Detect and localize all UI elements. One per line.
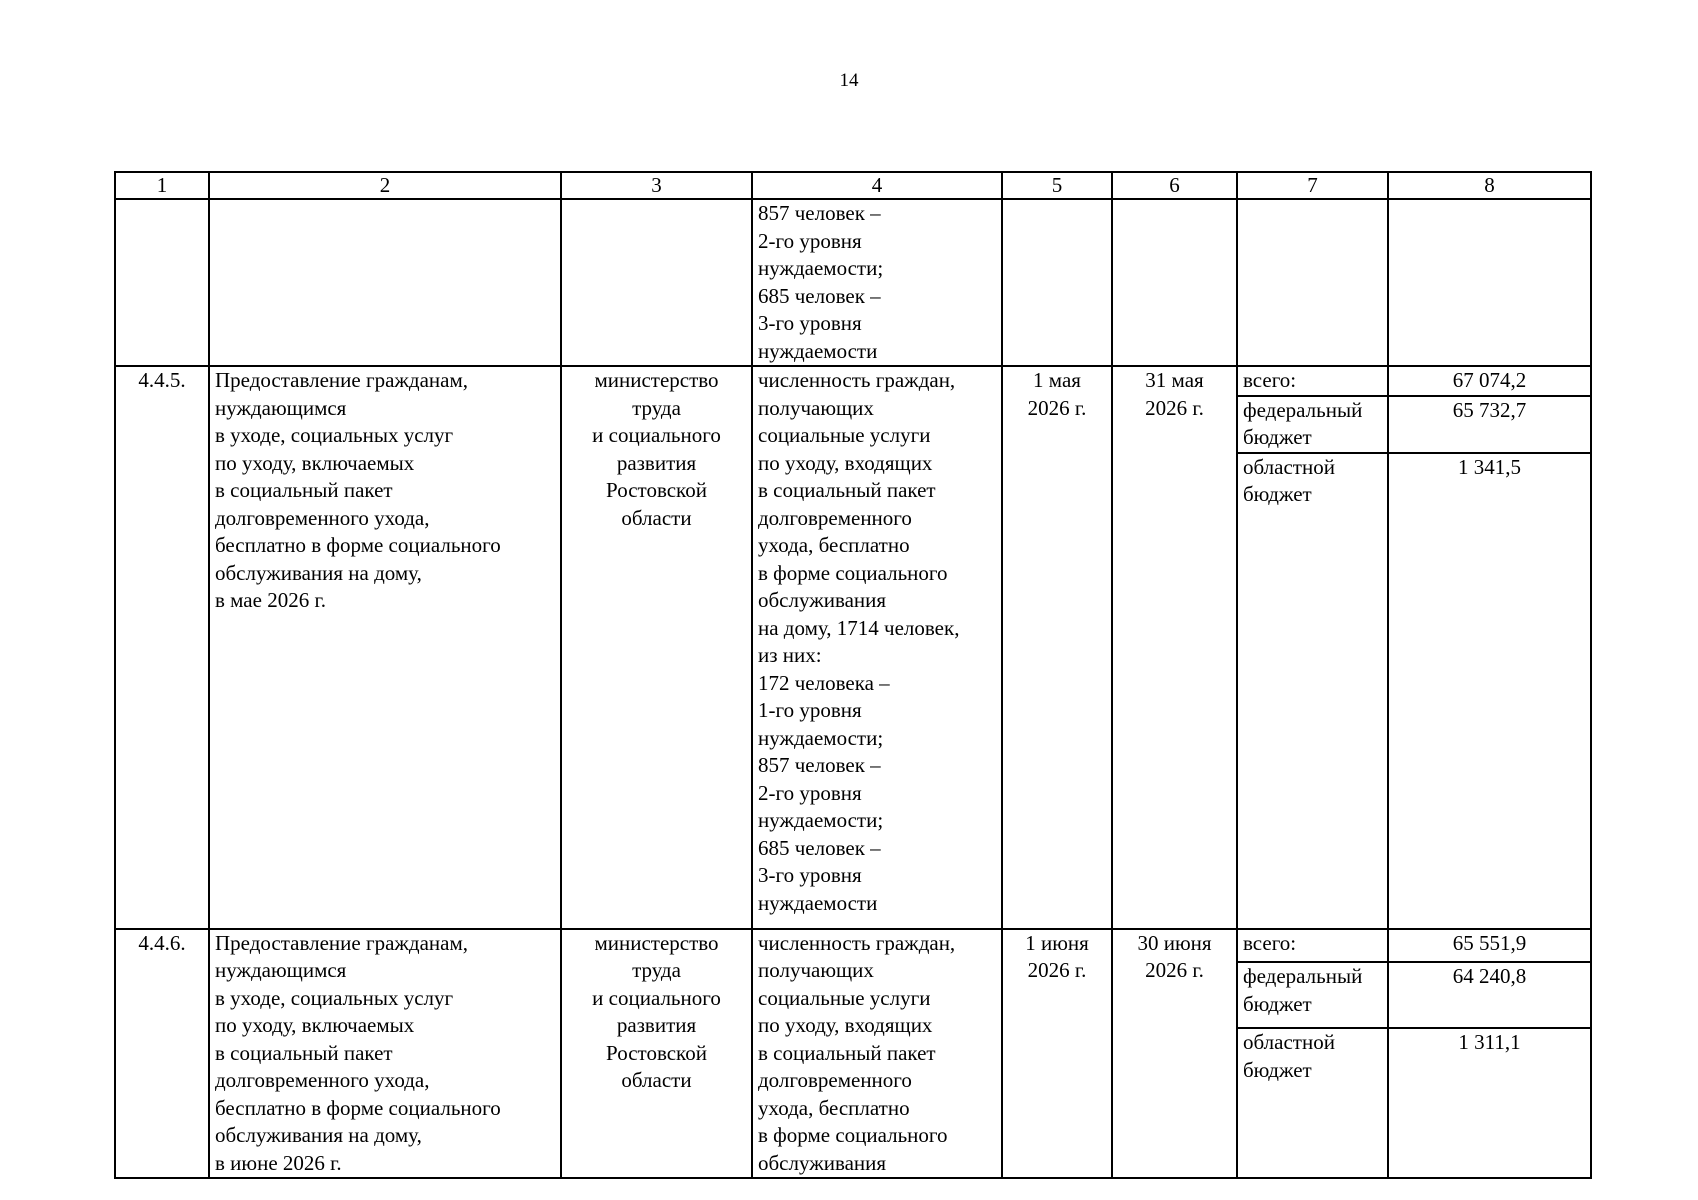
cell-empty <box>1002 199 1112 366</box>
cell-empty <box>561 199 752 366</box>
funding-amount: 1 341,5 <box>1388 453 1591 929</box>
indicator-cell: численность граждан, получающих социальные услуги по уходу, входящих в социальный пакет долговременного ухода, бесплатно в форме социального обслуживания <box>752 929 1002 1179</box>
end-date-cell: 31 мая 2026 г. <box>1112 366 1237 929</box>
table-row <box>115 929 1591 963</box>
funding-amount: 65 732,7 <box>1388 396 1591 453</box>
end-date-cell: 30 июня 2026 г. <box>1112 929 1237 1179</box>
column-header-6: 6 <box>1112 172 1237 199</box>
executor-cell: министерство труда и социального развития Ростовской области <box>561 929 752 1179</box>
funding-source: областной бюджет <box>1237 1028 1388 1178</box>
cell-empty <box>209 199 561 366</box>
table-row <box>115 366 1591 396</box>
item-number: 4.4.6. <box>115 929 209 1179</box>
column-header-5: 5 <box>1002 172 1112 199</box>
funding-amount: 64 240,8 <box>1388 962 1591 1028</box>
indicator-cell: 857 человек – 2-го уровня нуждаемости; 685 человек – 3-го уровня нуждаемости <box>752 199 1002 366</box>
cell-empty <box>1112 199 1237 366</box>
page-number: 14 <box>839 70 859 91</box>
funding-source: федеральный бюджет <box>1237 962 1388 1028</box>
start-date-cell: 1 мая 2026 г. <box>1002 366 1112 929</box>
column-header-1: 1 <box>115 172 209 199</box>
start-date-cell: 1 июня 2026 г. <box>1002 929 1112 1179</box>
cell-empty <box>115 199 209 366</box>
funding-amount: 1 311,1 <box>1388 1028 1591 1178</box>
measure-cell: Предоставление гражданам, нуждающимся в уходе, социальных услуг по уходу, включаемых в социальный пакет долговременного ухода, бесплатно в форме социального обслуживания на дому, в июне 2026 г. <box>209 929 561 1179</box>
column-header-4: 4 <box>752 172 1002 199</box>
program-table <box>114 171 1592 1179</box>
funding-source: всего: <box>1237 929 1388 963</box>
indicator-cell: численность граждан, получающих социальные услуги по уходу, входящих в социальный пакет долговременного ухода, бесплатно в форме социального обслуживания на дому, 1714 человек, из них: 172 человека – 1-го уровня нуждаемости; 857 человек – 2-го уровня нуждаемости; 685 человек – 3-го уровня нуждаемости <box>752 366 1002 929</box>
funding-source: всего: <box>1237 366 1388 396</box>
column-header-2: 2 <box>209 172 561 199</box>
column-header-3: 3 <box>561 172 752 199</box>
continuation-row <box>115 199 1591 366</box>
cell-empty <box>1388 199 1591 366</box>
header-row <box>115 172 1591 199</box>
cell-empty <box>1237 199 1388 366</box>
measure-cell: Предоставление гражданам, нуждающимся в уходе, социальных услуг по уходу, включаемых в социальный пакет долговременного ухода, бесплатно в форме социального обслуживания на дому, в мае 2026 г. <box>209 366 561 929</box>
funding-amount: 65 551,9 <box>1388 929 1591 963</box>
funding-source: федеральный бюджет <box>1237 396 1388 453</box>
funding-source: областной бюджет <box>1237 453 1388 929</box>
column-header-7: 7 <box>1237 172 1388 199</box>
funding-amount: 67 074,2 <box>1388 366 1591 396</box>
executor-cell: министерство труда и социального развития Ростовской области <box>561 366 752 929</box>
column-header-8: 8 <box>1388 172 1591 199</box>
item-number: 4.4.5. <box>115 366 209 929</box>
